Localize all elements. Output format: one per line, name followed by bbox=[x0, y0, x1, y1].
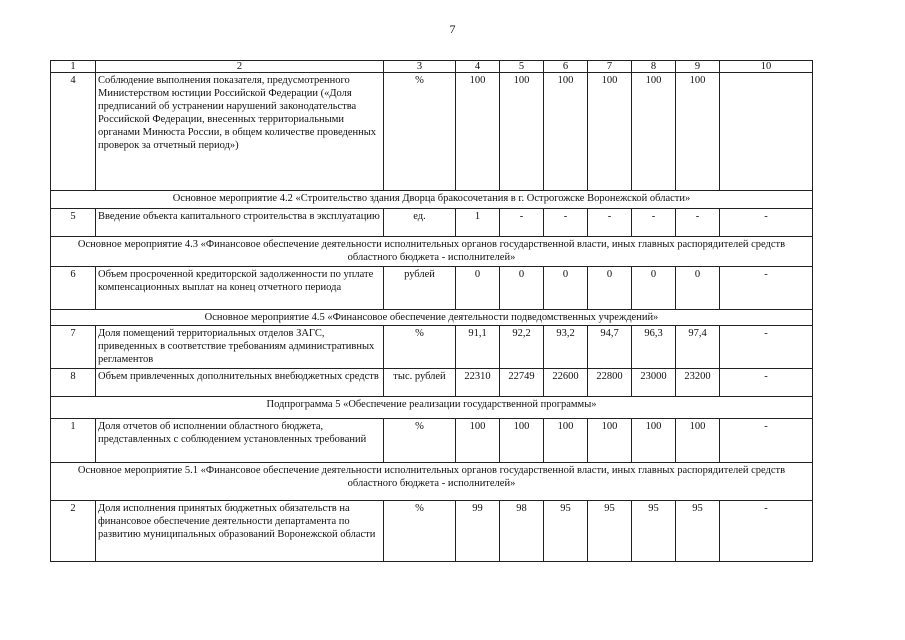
indicator-name: Объем просроченной кредиторской задолженности по уплате компенсационных выплат на конец отчетного периода bbox=[96, 267, 384, 310]
table-row bbox=[51, 369, 813, 397]
value-cell: 0 bbox=[588, 267, 632, 310]
table-row bbox=[51, 209, 813, 237]
row-number: 8 bbox=[51, 369, 96, 397]
page-number: 7 bbox=[449, 22, 456, 36]
header-cell: 5 bbox=[500, 61, 544, 73]
value-cell: 0 bbox=[456, 267, 500, 310]
value-cell: 22749 bbox=[500, 369, 544, 397]
row-number: 2 bbox=[51, 501, 96, 562]
section-title: Подпрограмма 5 «Обеспечение реализации государственной программы» bbox=[51, 397, 813, 419]
value-cell: 100 bbox=[456, 73, 500, 191]
table-header-row bbox=[51, 61, 813, 73]
value-cell: - bbox=[720, 209, 813, 237]
value-cell: - bbox=[720, 267, 813, 310]
indicator-name: Введение объекта капитального строительства в эксплуатацию bbox=[96, 209, 384, 237]
value-cell: 95 bbox=[676, 501, 720, 562]
indicator-name: Доля отчетов об исполнении областного бюджета, представленных с соблюдением установленных требований bbox=[96, 419, 384, 463]
indicators-table bbox=[50, 60, 813, 562]
section-title: Основное мероприятие 4.3 «Финансовое обеспечение деятельности исполнительных органов государственной власти, иных главных распорядителей средств областного бюджета - исполнителей» bbox=[51, 237, 813, 267]
value-cell: 95 bbox=[544, 501, 588, 562]
section-row bbox=[51, 237, 813, 267]
table-row bbox=[51, 73, 813, 191]
unit-cell: рублей bbox=[384, 267, 456, 310]
value-cell: 22600 bbox=[544, 369, 588, 397]
table-row bbox=[51, 326, 813, 369]
value-cell: 100 bbox=[500, 419, 544, 463]
value-cell: 0 bbox=[676, 267, 720, 310]
value-cell: - bbox=[544, 209, 588, 237]
indicator-name: Соблюдение выполнения показателя, предусмотренного Министерством юстиции Российской Федерации («Доля предписаний об устранении нарушений законодательства Российской Федерации, внесенных территориальными органами Минюста России, в общем количестве проведенных проверок за отчетный период») bbox=[96, 73, 384, 191]
value-cell: 100 bbox=[544, 73, 588, 191]
value-cell: - bbox=[720, 419, 813, 463]
indicator-name: Доля исполнения принятых бюджетных обязательств на финансовое обеспечение деятельности департамента по развитию муниципальных образований Воронежской области bbox=[96, 501, 384, 562]
value-cell: 22800 bbox=[588, 369, 632, 397]
value-cell: 100 bbox=[676, 73, 720, 191]
header-cell: 10 bbox=[720, 61, 813, 73]
value-cell bbox=[720, 73, 813, 191]
header-cell: 7 bbox=[588, 61, 632, 73]
value-cell: 97,4 bbox=[676, 326, 720, 369]
header-cell: 1 bbox=[51, 61, 96, 73]
value-cell: 1 bbox=[456, 209, 500, 237]
section-title: Основное мероприятие 5.1 «Финансовое обеспечение деятельности исполнительных органов государственной власти, иных главных распорядителей средств областного бюджета - исполнителей» bbox=[51, 463, 813, 501]
value-cell: 100 bbox=[676, 419, 720, 463]
table-row bbox=[51, 419, 813, 463]
value-cell: 96,3 bbox=[632, 326, 676, 369]
value-cell: - bbox=[720, 369, 813, 397]
unit-cell: % bbox=[384, 501, 456, 562]
value-cell: 0 bbox=[544, 267, 588, 310]
value-cell: 93,2 bbox=[544, 326, 588, 369]
section-row bbox=[51, 191, 813, 209]
value-cell: - bbox=[720, 326, 813, 369]
row-number: 1 bbox=[51, 419, 96, 463]
section-row bbox=[51, 310, 813, 326]
header-cell: 8 bbox=[632, 61, 676, 73]
value-cell: 100 bbox=[500, 73, 544, 191]
header-cell: 4 bbox=[456, 61, 500, 73]
indicator-name: Объем привлеченных дополнительных внебюджетных средств bbox=[96, 369, 384, 397]
unit-cell: тыс. рублей bbox=[384, 369, 456, 397]
section-row bbox=[51, 463, 813, 501]
value-cell: 100 bbox=[588, 419, 632, 463]
value-cell: 100 bbox=[456, 419, 500, 463]
unit-cell: % bbox=[384, 419, 456, 463]
section-row bbox=[51, 397, 813, 419]
header-cell: 3 bbox=[384, 61, 456, 73]
value-cell: - bbox=[720, 501, 813, 562]
header-cell: 6 bbox=[544, 61, 588, 73]
unit-cell: ед. bbox=[384, 209, 456, 237]
table-row bbox=[51, 501, 813, 562]
value-cell: 91,1 bbox=[456, 326, 500, 369]
value-cell: 0 bbox=[500, 267, 544, 310]
value-cell: 22310 bbox=[456, 369, 500, 397]
unit-cell: % bbox=[384, 73, 456, 191]
header-cell: 2 bbox=[96, 61, 384, 73]
value-cell: 99 bbox=[456, 501, 500, 562]
value-cell: 23000 bbox=[632, 369, 676, 397]
header-cell: 9 bbox=[676, 61, 720, 73]
row-number: 7 bbox=[51, 326, 96, 369]
section-title: Основное мероприятие 4.5 «Финансовое обеспечение деятельности подведомственных учреждений» bbox=[51, 310, 813, 326]
value-cell: - bbox=[632, 209, 676, 237]
value-cell: 92,2 bbox=[500, 326, 544, 369]
value-cell: 100 bbox=[632, 73, 676, 191]
value-cell: - bbox=[500, 209, 544, 237]
row-number: 4 bbox=[51, 73, 96, 191]
value-cell: - bbox=[676, 209, 720, 237]
value-cell: 95 bbox=[632, 501, 676, 562]
section-title: Основное мероприятие 4.2 «Строительство здания Дворца бракосочетания в г. Острогожске Воронежской области» bbox=[51, 191, 813, 209]
value-cell: 23200 bbox=[676, 369, 720, 397]
unit-cell: % bbox=[384, 326, 456, 369]
value-cell: 100 bbox=[632, 419, 676, 463]
value-cell: 100 bbox=[544, 419, 588, 463]
row-number: 5 bbox=[51, 209, 96, 237]
value-cell: 94,7 bbox=[588, 326, 632, 369]
value-cell: - bbox=[588, 209, 632, 237]
value-cell: 98 bbox=[500, 501, 544, 562]
row-number: 6 bbox=[51, 267, 96, 310]
value-cell: 100 bbox=[588, 73, 632, 191]
indicator-name: Доля помещений территориальных отделов ЗАГС, приведенных в соответствие требованиям административных регламентов bbox=[96, 326, 384, 369]
table-row bbox=[51, 267, 813, 310]
value-cell: 0 bbox=[632, 267, 676, 310]
value-cell: 95 bbox=[588, 501, 632, 562]
